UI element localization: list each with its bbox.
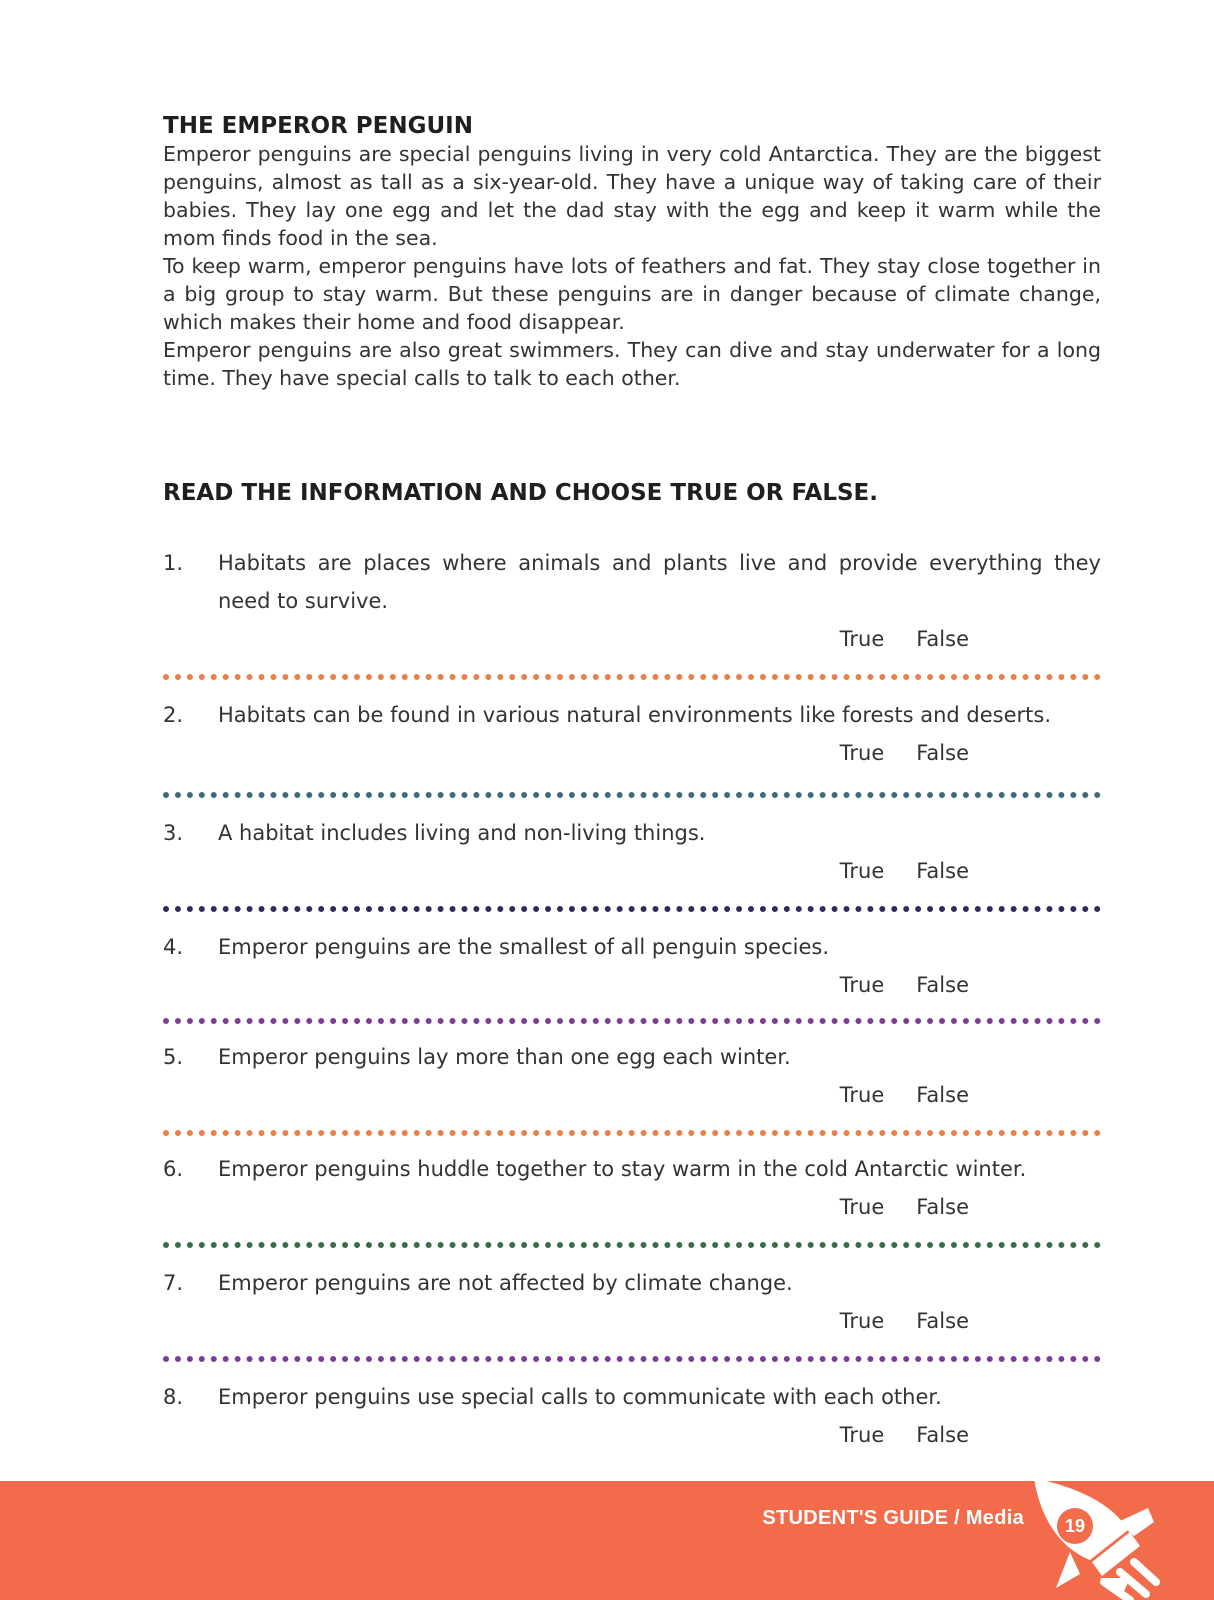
question-number: 6. — [163, 1157, 184, 1181]
guide-label: STUDENT'S GUIDE — [762, 1507, 949, 1529]
question-item — [163, 814, 1101, 890]
true-option[interactable]: True — [839, 859, 885, 883]
false-option[interactable]: False — [916, 627, 969, 651]
question-text: Emperor penguins lay more than one egg each winter. — [218, 1045, 791, 1069]
true-option[interactable]: True — [839, 741, 885, 765]
question-number: 4. — [163, 935, 184, 959]
section-label: / Media — [948, 1507, 1024, 1529]
question-number: 7. — [163, 1271, 184, 1295]
question-list — [163, 544, 1101, 1454]
article-paragraph: Emperor penguins are also great swimmers. They can dive and stay underwater for a long time. They have special calls to talk to each other. — [163, 338, 1101, 390]
answer-options — [163, 620, 1101, 658]
question-number: 5. — [163, 1045, 184, 1069]
question-item — [163, 696, 1101, 772]
false-option[interactable]: False — [916, 1309, 969, 1333]
question-number: 2. — [163, 703, 184, 727]
question-item — [163, 1264, 1101, 1340]
false-option[interactable]: False — [916, 1195, 969, 1219]
question-item — [163, 544, 1101, 658]
footer-label — [762, 1507, 1024, 1530]
answer-options — [163, 734, 1101, 772]
rocket-icon — [1030, 1478, 1214, 1600]
page-number: 19 — [1057, 1508, 1093, 1544]
article-paragraph: Emperor penguins are special penguins living in very cold Antarctica. They are the biggest penguins, almost as tall as a six-year-old. They have a unique way of taking care of their babies. They lay one egg and let the dad stay with the egg and keep it warm while the mom finds food in the sea. — [163, 142, 1101, 250]
question-number: 8. — [163, 1385, 184, 1409]
question-text: Habitats are places where animals and plants live and provide everything they need to survive. — [218, 551, 1101, 613]
true-option[interactable]: True — [839, 973, 885, 997]
exercise-instruction: READ THE INFORMATION AND CHOOSE TRUE OR FALSE. — [163, 480, 878, 506]
question-text: Emperor penguins use special calls to communicate with each other. — [218, 1385, 942, 1409]
answer-options — [163, 1416, 1101, 1454]
false-option[interactable]: False — [916, 859, 969, 883]
answer-options — [163, 852, 1101, 890]
question-text: Emperor penguins huddle together to stay warm in the cold Antarctic winter. — [218, 1157, 1027, 1181]
false-option[interactable]: False — [916, 1083, 969, 1107]
false-option[interactable]: False — [916, 1423, 969, 1447]
dotted-divider — [163, 1356, 1101, 1362]
answer-options — [163, 1188, 1101, 1226]
true-option[interactable]: True — [839, 627, 885, 651]
question-text: Emperor penguins are the smallest of all penguin species. — [218, 935, 829, 959]
dotted-divider — [163, 1018, 1101, 1024]
answer-options — [163, 1076, 1101, 1114]
true-option[interactable]: True — [839, 1195, 885, 1219]
article — [163, 112, 1101, 392]
false-option[interactable]: False — [916, 741, 969, 765]
true-option[interactable]: True — [839, 1423, 885, 1447]
dotted-divider — [163, 906, 1101, 912]
true-option[interactable]: True — [839, 1083, 885, 1107]
dotted-divider — [163, 674, 1101, 680]
dotted-divider — [163, 1130, 1101, 1136]
question-item — [163, 1378, 1101, 1454]
question-text: Habitats can be found in various natural environments like forests and deserts. — [218, 703, 1051, 727]
question-text: A habitat includes living and non-living things. — [218, 821, 706, 845]
question-text: Emperor penguins are not affected by climate change. — [218, 1271, 793, 1295]
dotted-divider — [163, 1242, 1101, 1248]
false-option[interactable]: False — [916, 973, 969, 997]
dotted-divider — [163, 792, 1101, 798]
question-number: 1. — [163, 551, 184, 575]
question-item — [163, 928, 1101, 1004]
answer-options — [163, 1302, 1101, 1340]
question-item — [163, 1038, 1101, 1114]
true-option[interactable]: True — [839, 1309, 885, 1333]
question-number: 3. — [163, 821, 184, 845]
answer-options — [163, 966, 1101, 1004]
article-title: THE EMPEROR PENGUIN — [163, 113, 473, 139]
question-item — [163, 1150, 1101, 1226]
article-paragraph: To keep warm, emperor penguins have lots of feathers and fat. They stay close together in a big group to stay warm. But these penguins are in danger because of climate change, which makes their home and food disappear. — [163, 254, 1101, 334]
